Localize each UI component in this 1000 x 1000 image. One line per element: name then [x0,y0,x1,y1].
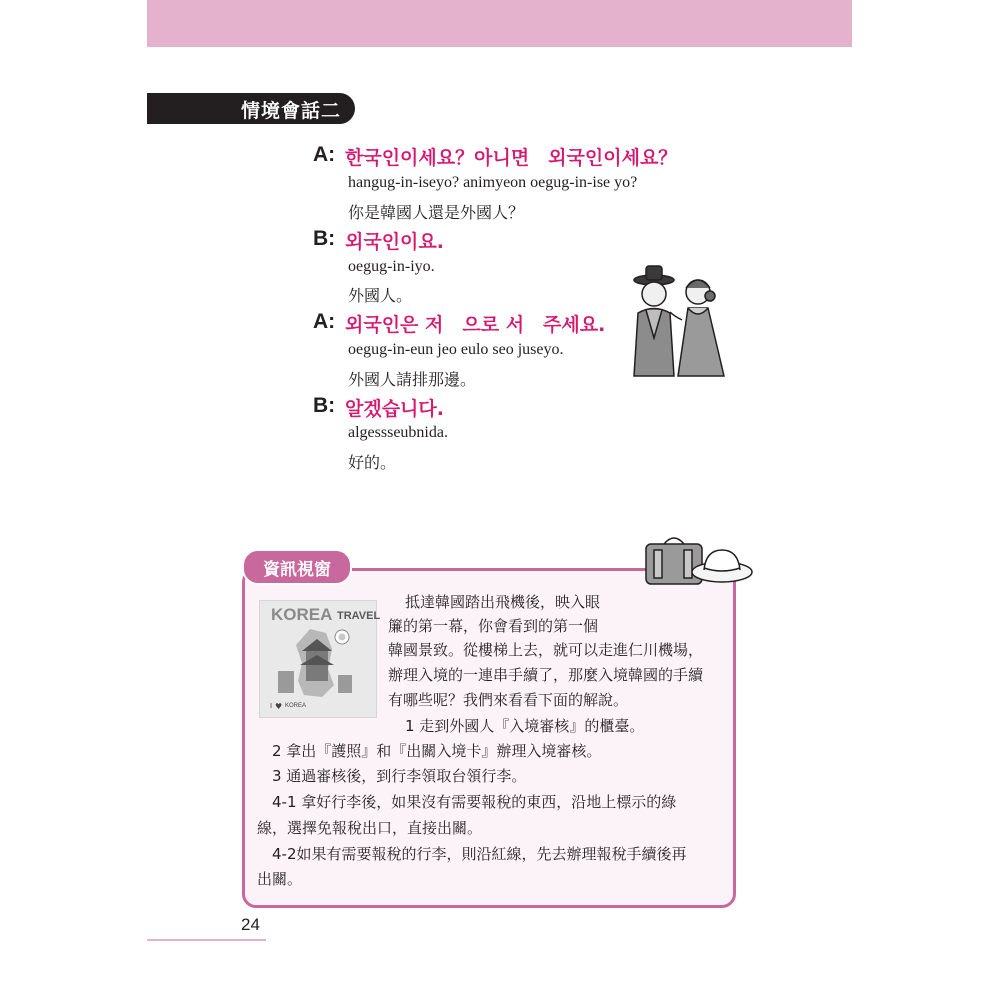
info-step-4-2-cont: 出關。 [257,870,303,888]
info-step-3: 3 通過審核後，到行李領取台領行李。 [272,767,527,785]
info-step-4-1-cont: 線，選擇免報稅出口，直接出關。 [257,819,483,837]
korean-sentence: 외국인이요. [345,231,444,253]
romanization: algessseubnida. [348,424,448,441]
info-step-1: 1 走到外國人『入境審核』的櫃臺。 [405,717,645,735]
info-paragraph-line: 簾的第一幕，你會看到的第一個 [388,617,599,635]
info-paragraph-line: 辦理入境的一連串手續了，那麼入境韓國的手續 [388,666,704,684]
romanization: oegug-in-iyo. [348,258,435,275]
info-window-tag [242,549,352,585]
section-title: 情境會話二 [240,100,341,122]
chinese-translation: 你是韓國人還是外國人？ [348,203,525,222]
korean-sentence: 알겠습니다. [345,398,444,420]
romanization: oegug-in-eun jeo eulo seo juseyo. [348,341,564,358]
speaker-label: A: [313,310,336,333]
info-paragraph-line: 有哪些呢？我們來看看下面的解說。 [388,691,629,709]
page-number: 24 [241,915,260,934]
romanization: hangug-in-iseyo? animyeon oegug-in-ise yo? [348,174,638,191]
speaker-label: B: [313,394,336,417]
info-step-2: 2 拿出『護照』和『出關入境卡』辦理入境審核。 [272,742,602,760]
korea-travel-poster [259,600,381,718]
info-paragraph-line: 韓國景致。從樓梯上去，就可以走進仁川機場， [388,641,704,659]
hanbok-couple-illustration [620,258,730,383]
footer-divider [147,939,266,941]
poster-title-travel: TRAVEL [337,610,381,622]
suitcase-hat-illustration [640,530,755,590]
korean-sentence: 한국인이세요？아니면 외국인이세요？ [345,147,678,169]
info-step-4-1: 4-1 拿好行李後，如果沒有需要報稅的東西，沿地上標示的綠 [272,793,677,811]
poster-title-korea: KOREA [271,605,333,624]
info-window-title: 資訊視窗 [263,560,331,580]
heart-icon: ♥ [275,702,283,711]
chinese-translation: 外國人。 [348,286,413,305]
korea-landmark-collage [270,625,366,701]
chinese-translation: 好的。 [348,453,397,472]
section-title-tab [147,93,355,124]
speaker-label: A: [313,143,336,166]
header-band [147,0,852,47]
poster-footer-i: I [270,702,273,710]
speaker-label: B: [313,227,336,250]
info-paragraph-line: 抵達韓國踏出飛機後，映入眼 [405,593,601,611]
korean-sentence: 외국인은 저 으로 서 주세요. [345,314,606,336]
poster-footer-korea: KOREA [285,703,307,709]
info-step-4-2: 4-2如果有需要報稅的行李，則沿紅線，先去辦理報稅手續後再 [272,845,687,863]
chinese-translation: 外國人請排那邊。 [348,370,477,389]
